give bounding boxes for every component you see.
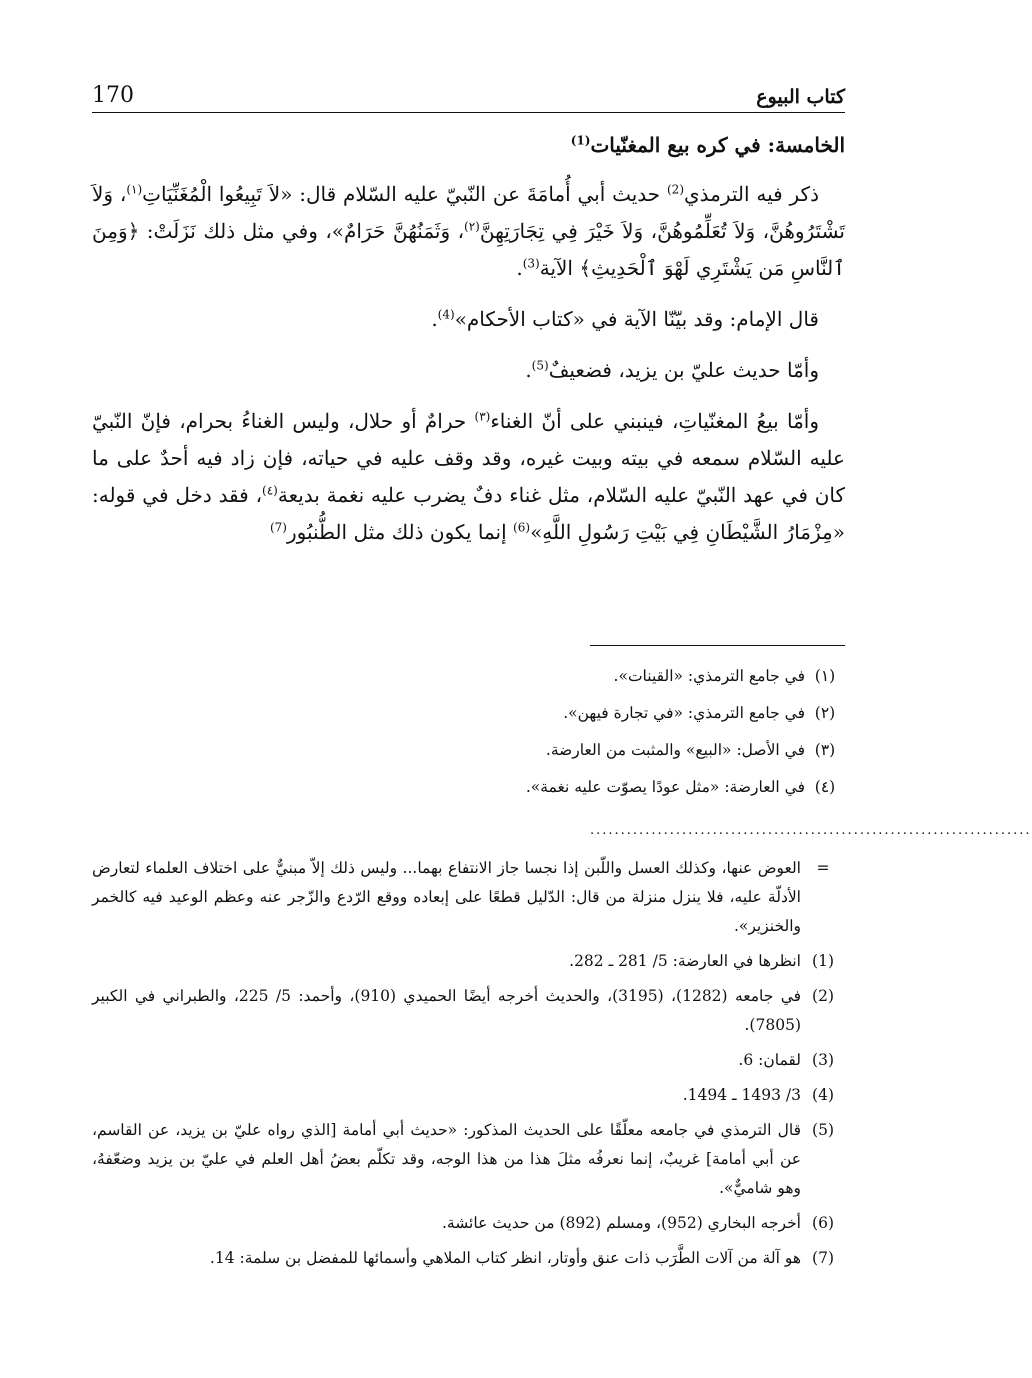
- page-number: 170: [92, 83, 134, 108]
- footnote-text: في الأصل: «البيع» والمثبت من العارضة.: [545, 741, 805, 759]
- footnote-number: (٤): [814, 778, 836, 796]
- footnote: [300, 695, 845, 732]
- footnote: [92, 1244, 845, 1273]
- footnote-continuation: [92, 854, 845, 941]
- footnote: [92, 982, 845, 1040]
- paragraph-imam: قال الإمام: وقد بيّنّا الآية في «كتاب الأحكام»$^{(4)}$.: [431, 307, 819, 331]
- footnote-number: =: [816, 859, 830, 877]
- footnote-number: (1): [812, 952, 834, 970]
- footnote-number: (3): [812, 1051, 834, 1069]
- footnote-ref: (7): [269, 520, 287, 535]
- footnote-ref: (2): [666, 182, 684, 197]
- footnote-text: في جامعه (1282)، (3195)، والحديث أخرجه أيضًا الحميدي (910)، وأحمد: 5/ 225، والطبراني في الكبير (7805).: [92, 987, 802, 1034]
- footnote-ref: (3): [522, 256, 540, 271]
- footnote-text: في العارضة: «مثل عودًا يصوّت عليه نغمة».: [525, 778, 805, 796]
- footnote: [92, 1209, 845, 1238]
- footnote-ref: (4): [437, 307, 455, 322]
- footnote-number: (5): [812, 1121, 834, 1139]
- footnote-number: (١): [814, 667, 836, 685]
- footnote-text: قال الترمذي في جامعه معلّقًا على الحديث المذكور: «حديث أبي أمامة [الذي رواه عليّ بن يزيد، عن القاسم، عن أبي أمامة] غريبٌ، إنما نعرفُه مثلَ هذا من هذا الوجه، وقد تكلّم بعضُ أهل العلم في عليّ بن يزيد وضعّفهُ، وهو شاميٌّ».: [92, 1121, 801, 1197]
- footnote-ref: (٢): [464, 219, 480, 234]
- footnote-text: انظرها في العارضة: 5/ 281 ـ 282.: [569, 952, 801, 970]
- dotted-separator: ........................................................................: [590, 823, 1032, 838]
- main-text: [92, 130, 845, 565]
- footnote: [300, 769, 845, 806]
- footnote-text: العوض عنها، وكذلك العسل واللّبن إذا نجسا جاز الانتفاع بهما... وليس ذلك إلاّ مبنيٌّ على اختلاف العلماء لتعارض الأدلّة عليه، فلا ينزل منزلة من قال: الدّليل قطعًا على إبعاده ووقع الرّدع والزّجر عنه وعظم الوعيد فيه كالخمر والخنزير».: [92, 859, 801, 935]
- footnote-text: لقمان: 6.: [738, 1051, 801, 1069]
- footnote-number: (6): [812, 1214, 834, 1232]
- footnote-text: هو آلة من آلات الطَّرَب ذات عنق وأوتار، انظر كتاب الملاهي وأسمائها للمفضل بن سلمة: 14.: [209, 1249, 801, 1267]
- footnote-ref: (1): [570, 133, 591, 148]
- footnote-ref: (5): [531, 358, 549, 373]
- paragraph-weak-hadith: وأمّا حديث عليّ بن يزيد، فضعيفٌ$^{(5)}$.: [525, 358, 819, 382]
- footnote-ref: (6): [513, 520, 531, 535]
- footnote-ref: (٤): [262, 483, 278, 498]
- running-title: كتاب البيوع: [756, 86, 845, 108]
- footnote: [92, 947, 845, 976]
- footnote-text: في جامع الترمذي: «في تجارة فيهن».: [563, 704, 805, 722]
- footnote-separator: [590, 645, 845, 646]
- footnote-ref: (٣): [474, 409, 491, 424]
- footnote-text: أخرجه البخاري (952)، ومسلم (892) من حديث عائشة.: [441, 1214, 801, 1232]
- footnote-number: (٢): [814, 704, 836, 722]
- footnote-ref: (١): [126, 182, 143, 197]
- page-header: [92, 70, 845, 113]
- footnote: [300, 732, 845, 769]
- footnote-number: (٣): [814, 741, 836, 759]
- section-heading: الخامسة: في كره بيع المغنّيات$^{(1)}$: [570, 133, 845, 157]
- editor-footnotes: [300, 658, 845, 806]
- footnote: [92, 1046, 845, 1075]
- footnote-text: 3/ 1493 ـ 1494.: [682, 1086, 801, 1104]
- source-footnotes: [92, 854, 845, 1279]
- footnote: [92, 1116, 845, 1203]
- footnote: [92, 1081, 845, 1110]
- paragraph-hadith: ذكر فيه الترمذي$^{(2)}$ حديث أبي أُمامَةَ عن النّبيّ عليه السّلام قال: «لاَ تَبِيعُوا الْمُغَنِّيَاتِ$^{(١)}$، وَلاَ تَشْتَرُوهُنَّ، وَلاَ تُعَلِّمُوهُنَّ، وَلاَ خَيْرَ فِي تِجَارَتِهِنَّ$^{(٢)}$، وَثَمَنُهُنَّ حَرَامٌ»، وفي مثل ذلك نَزَلَتْ: ﴿وَمِنَ ٱلنَّاسِ مَن يَشْتَرِي لَهْوَ ٱلْحَدِيثِ﴾ الآية$^{(3)}$.: [92, 182, 845, 280]
- footnote-text: في جامع الترمذي: «القينات».: [613, 667, 805, 685]
- footnote: [300, 658, 845, 695]
- footnote-number: (2): [812, 987, 834, 1005]
- paragraph-singing: وأمّا بيعُ المغنّياتِ، فينبني على أنّ الغناء$^{(٣)}$ حرامٌ أو حلال، وليس الغناءُ بحرام، فإنّ النّبيّ عليه السّلام سمعه في بيته وبيت غيره، وقد وقف عليه في حياته، فإن زاد فيه أحدٌ على ما كان في عهد النّبيّ عليه السّلام، مثل غناء دفٌ يضرب عليه نغمة بديعة$^{(٤)}$، فقد دخل في قوله: «مِزْمَارُ الشَّيْطَانِ فِي بَيْتِ رَسُولِ اللَّهِ»$^{(6)}$ إنما يكون ذلك مثل الطُّنبُور$^{(7)}$: [92, 409, 846, 544]
- footnote-number: (7): [812, 1249, 834, 1267]
- footnote-number: (4): [812, 1086, 834, 1104]
